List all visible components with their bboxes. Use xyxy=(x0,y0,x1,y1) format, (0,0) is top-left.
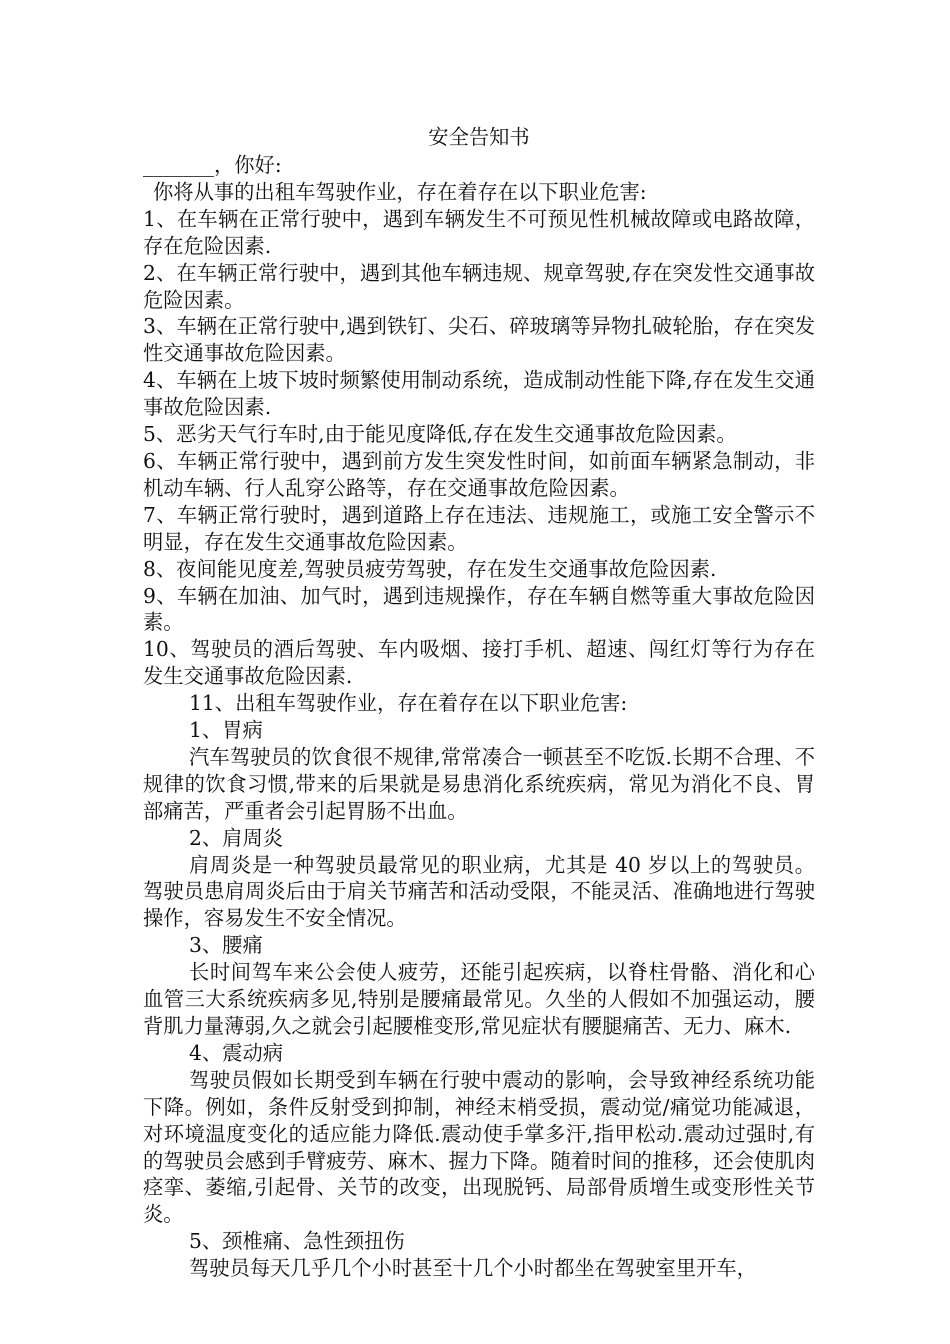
disease-heading-4: 4、震动病 xyxy=(189,1040,284,1065)
hazard-item-1: 1、在车辆在正常行驶中，遇到车辆发生不可预见性机械故障或电路故障，存在危险因素. xyxy=(143,206,815,258)
disease-heading-3: 3、腰痛 xyxy=(189,933,263,958)
document-title: 安全告知书 xyxy=(428,125,530,149)
disease-body-2: 肩周炎是一种驾驶员最常见的职业病，尤其是 40 岁以上的驾驶员。驾驶员患肩周炎后由于肩关节痛苦和活动受限，不能灵活、准确地进行驾驶操作，容易发生不安全情况。 xyxy=(143,852,815,931)
section-11-heading: 11、出租车驾驶作业，存在着存在以下职业危害: xyxy=(189,691,628,716)
hazard-item-3: 3、车辆在正常行驶中,遇到铁钉、尖石、碎玻璃等异物扎破轮胎，存在突发性交通事故危险因素。 xyxy=(143,314,815,366)
disease-body-3: 长时间驾车来公会使人疲劳，还能引起疾病，以脊柱骨骼、消化和心血管三大系统疾病多见,特别是腰痛最常见。久坐的人假如不加强运动，腰背肌力量薄弱,久之就会引起腰椎变形,常见症状有腰腿痛苦、无力、麻木. xyxy=(143,960,815,1038)
disease-heading-5: 5、颈椎痛、急性颈扭伤 xyxy=(189,1229,405,1254)
hazard-item-2: 2、在车辆正常行驶中，遇到其他车辆违规、规章驾驶,存在突发性交通事故危险因素。 xyxy=(143,260,815,312)
disease-heading-2: 2、肩周炎 xyxy=(189,825,284,850)
hazard-item-4: 4、车辆在上坡下坡时频繁使用制动系统，造成制动性能下降,存在发生交通事故危险因素. xyxy=(143,368,815,420)
disease-body-5: 驾驶员每天几乎几个小时甚至十几个小时都坐在驾驶室里开车， xyxy=(189,1256,757,1281)
intro-paragraph: 你将从事的出租车驾驶作业，存在着存在以下职业危害: xyxy=(153,179,647,204)
hazard-item-8: 8、夜间能见度差,驾驶员疲劳驾驶，存在发生交通事故危险因素. xyxy=(143,556,717,581)
notice-document xyxy=(143,122,815,1282)
disease-body-1: 汽车驾驶员的饮食很不规律,常常凑合一顿甚至不吃饭.长期不合理、不规律的饮食习惯,带来的后果就是易患消化系统疾病，常见为消化不良、胃部痛苦，严重者会引起胃肠不出血。 xyxy=(143,744,815,823)
greeting-line: _______，你好: xyxy=(143,153,282,177)
disease-body-4: 驾驶员假如长期受到车辆在行驶中震动的影响，会导致神经系统功能下降。例如，条件反射受到抑制，神经末梢受损，震动觉/痛觉功能减退，对环境温度变化的适应能力降低.震动使手掌多汗,指甲松动.震动过强时,有的驾驶员会感到手臂疲劳、麻木、握力下降。随着时间的推移，还会使肌肉痉挛、萎缩,引起骨、关节的改变，出现脱钙、局部骨质增生或变形性关节炎。 xyxy=(143,1067,815,1227)
hazard-item-10: 10、驾驶员的酒后驾驶、车内吸烟、接打手机、超速、闯红灯等行为存在发生交通事故危险因素. xyxy=(143,637,815,689)
disease-heading-1: 1、胃病 xyxy=(189,718,263,743)
hazard-item-5: 5、恶劣天气行车时,由于能见度降低,存在发生交通事故危险因素。 xyxy=(143,422,737,447)
hazard-item-7: 7、车辆正常行驶时，遇到道路上存在违法、违规施工，或施工安全警示不明显，存在发生交通事故危险因素。 xyxy=(143,502,815,554)
hazard-item-6: 6、车辆正常行驶中，遇到前方发生突发性时间，如前面车辆紧急制动，非机动车辆、行人乱穿公路等，存在交通事故危险因素。 xyxy=(143,448,815,500)
hazard-item-9: 9、车辆在加油、加气时，遇到违规操作，存在车辆自燃等重大事故危险因素。 xyxy=(143,583,815,635)
